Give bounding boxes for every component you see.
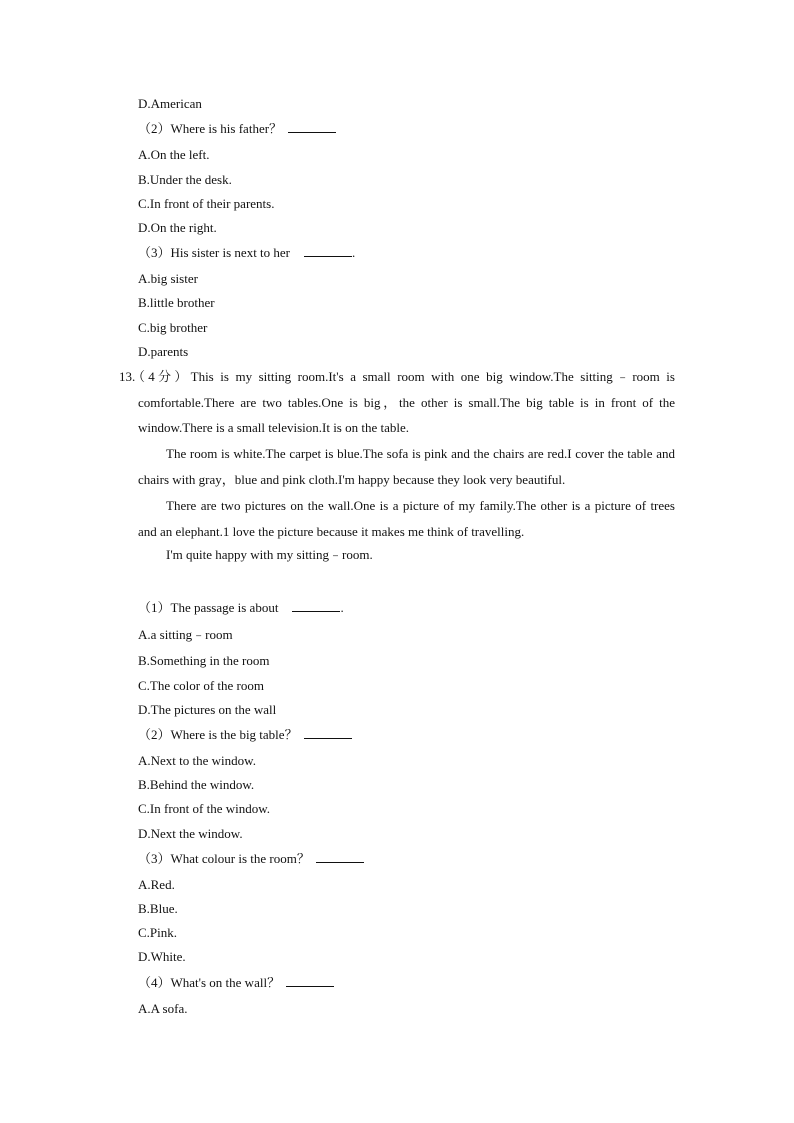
q12-sub3-option-d: D.parents <box>138 344 189 359</box>
q13-passage-p3: There are two pictures on the wall.One is a picture of my family.The other is a picture of trees and an elephant.1 love the picture because it makes me think of travelling. <box>138 498 675 539</box>
q13-sub1-option-a: A.a sitting﹣room <box>138 627 233 642</box>
q12-sub2-option-b: B.Under the desk. <box>138 172 232 187</box>
q13-sub1-stem: （1）The passage is about . <box>138 600 344 615</box>
q13-sub2-option-c: C.In front of the window. <box>138 801 271 816</box>
q13-passage-p2: The room is white.The carpet is blue.The sofa is pink and the chairs are red.I cover the table and chairs with gray，blue and pink cloth.I'm happy because they look very beautiful. <box>138 446 675 487</box>
q13-sub3-option-a: A.Red. <box>138 877 175 892</box>
q13-sub4-stem: （4）What's on the wall？ <box>138 975 334 991</box>
answer-blank[interactable] <box>304 727 352 739</box>
q13-sub2-stem: （2）Where is the big table？ <box>138 727 352 743</box>
q13-sub1-option-c: C.The color of the room <box>138 678 264 693</box>
q13-sub3-option-b: B.Blue. <box>138 901 178 916</box>
q13-sub3-stem: （3）What colour is the room？ <box>138 851 364 867</box>
q13-passage-p1 <box>132 364 675 441</box>
q13-sub2-option-b: B.Behind the window. <box>138 777 255 792</box>
q13-sub4-option-a: A.A sofa. <box>138 1001 188 1016</box>
q12-sub3-stem: （3）His sister is next to her . <box>138 245 356 260</box>
q13-sub2-option-d: D.Next the window. <box>138 826 243 841</box>
q12-sub2-option-d: D.On the right. <box>138 220 217 235</box>
q13-score: （4分） <box>132 369 191 384</box>
q13-sub1-option-d: D.The pictures on the wall <box>138 702 277 717</box>
q12-option-d: D.American <box>138 96 202 111</box>
q12-sub3-option-b: B.little brother <box>138 295 215 310</box>
q13-p1-rest: comfortable.There are two tables.One is big，the other is small.The big table is in front of the window.There is a small television.It is on the table. <box>138 394 675 435</box>
answer-blank[interactable] <box>286 975 334 987</box>
q12-sub3-option-c: C.big brother <box>138 320 208 335</box>
q13-number: 13. <box>119 369 136 384</box>
q12-sub2-option-a: A.On the left. <box>138 147 210 162</box>
q12-sub2-stem: （2）Where is his father？ <box>138 121 336 137</box>
q12-sub3-option-a: A.big sister <box>138 271 198 286</box>
answer-blank[interactable] <box>316 851 364 863</box>
q13-sub1-option-b: B.Something in the room <box>138 653 270 668</box>
q13-p1-line1: This is my sitting room.It's a small room with one big window.The sitting﹣room is <box>190 369 675 384</box>
q13-sub3-option-d: D.White. <box>138 949 186 964</box>
answer-blank[interactable] <box>288 121 336 133</box>
q12-sub2-option-c: C.In front of their parents. <box>138 196 275 211</box>
answer-blank[interactable] <box>292 600 340 612</box>
q13-passage-p4: I'm quite happy with my sitting﹣room. <box>166 547 373 562</box>
q13-sub3-option-c: C.Pink. <box>138 925 178 940</box>
answer-blank[interactable] <box>304 245 352 257</box>
q13-sub2-option-a: A.Next to the window. <box>138 753 256 768</box>
